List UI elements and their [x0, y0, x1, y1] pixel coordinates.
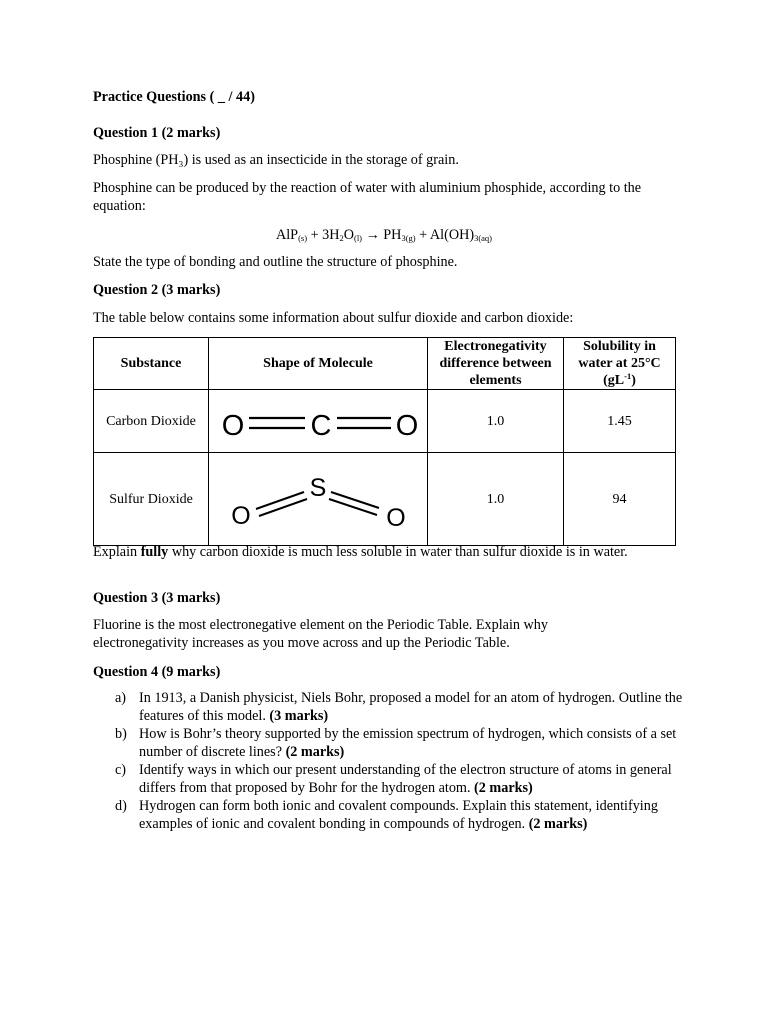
atom-o-left: O	[221, 410, 245, 442]
q2-explain: Explain fully why carbon dioxide is much less soluble in water than sulfur dioxide is in water.	[93, 544, 628, 560]
atom-o-right: O	[395, 410, 419, 442]
q4-heading: Question 4 (9 marks)	[93, 664, 221, 680]
table-header-row	[94, 338, 676, 390]
cell-substance: Sulfur Dioxide	[94, 453, 209, 546]
page-title: Practice Questions ( _ / 44)	[93, 89, 255, 105]
cell-substance: Carbon Dioxide	[94, 390, 209, 453]
q1-heading: Question 1 (2 marks)	[93, 125, 221, 141]
q1-paragraph-1: Phosphine (PH₃) is used as an insecticide in the storage of grain.	[93, 152, 459, 168]
cell-shape	[209, 390, 428, 453]
cell-electronegativity: 1.0	[428, 453, 564, 546]
list-item: a) In 1913, a Danish physicist, Niels Bohr, proposed a model for an atom of hydrogen. Outline the features of this model. (3 marks)	[115, 690, 683, 724]
table-row	[94, 390, 676, 453]
table-row	[94, 453, 676, 546]
atom-c-center: C	[310, 410, 332, 442]
atom-o-right: O	[386, 504, 406, 532]
chemical-equation: $AlP_{(s)} + 3H_2O_{(l)} \to PH_{3(g)} + Al(OH)_{3(aq)}$	[275, 227, 492, 243]
col-header-electronegativity: Electronegativity difference between elements	[428, 338, 564, 390]
q1-paragraph-2: Phosphine can be produced by the reaction of water with aluminium phosphide, according to the equation:	[93, 180, 642, 214]
q3-heading: Question 3 (3 marks)	[93, 590, 221, 606]
cell-electronegativity: 1.0	[428, 390, 564, 453]
list-item: d) Hydrogen can form both ionic and covalent compounds. Explain this statement, identifying examples of ionic and covalent bonding in compounds of hydrogen. (2 marks)	[115, 798, 658, 832]
q4-parts-list	[93, 689, 683, 833]
list-item: b) How is Bohr’s theory supported by the emission spectrum of hydrogen, which consists of a set number of discrete lines? (2 marks)	[115, 726, 677, 760]
list-item: c) Identify ways in which our present understanding of the electron structure of atoms in general differs from that proposed by Bohr for the hydrogen atom. (2 marks)	[115, 762, 672, 796]
cell-shape	[209, 453, 428, 546]
col-header-shape: Shape of Molecule	[209, 338, 428, 390]
q2-heading: Question 2 (3 marks)	[93, 282, 221, 298]
col-header-substance: Substance	[94, 338, 209, 390]
sulfur-dioxide-structure	[213, 464, 423, 534]
q3-text: Fluorine is the most electronegative element on the Periodic Table. Explain why electronegativity increases as you move across and up the Periodic Table.	[93, 617, 548, 651]
atom-s-center: S	[309, 474, 327, 502]
cell-solubility: 94	[564, 453, 676, 546]
q1-paragraph-3: State the type of bonding and outline the structure of phosphine.	[93, 254, 458, 270]
q2-intro: The table below contains some information about sulfur dioxide and carbon dioxide:	[93, 310, 574, 326]
col-header-solubility: Solubility in water at 25°C $(gL^{-1})$	[564, 338, 676, 390]
cell-solubility: 1.45	[564, 390, 676, 453]
atom-o-left: O	[231, 502, 251, 530]
carbon-dioxide-structure	[213, 393, 423, 449]
molecule-table	[93, 337, 676, 546]
